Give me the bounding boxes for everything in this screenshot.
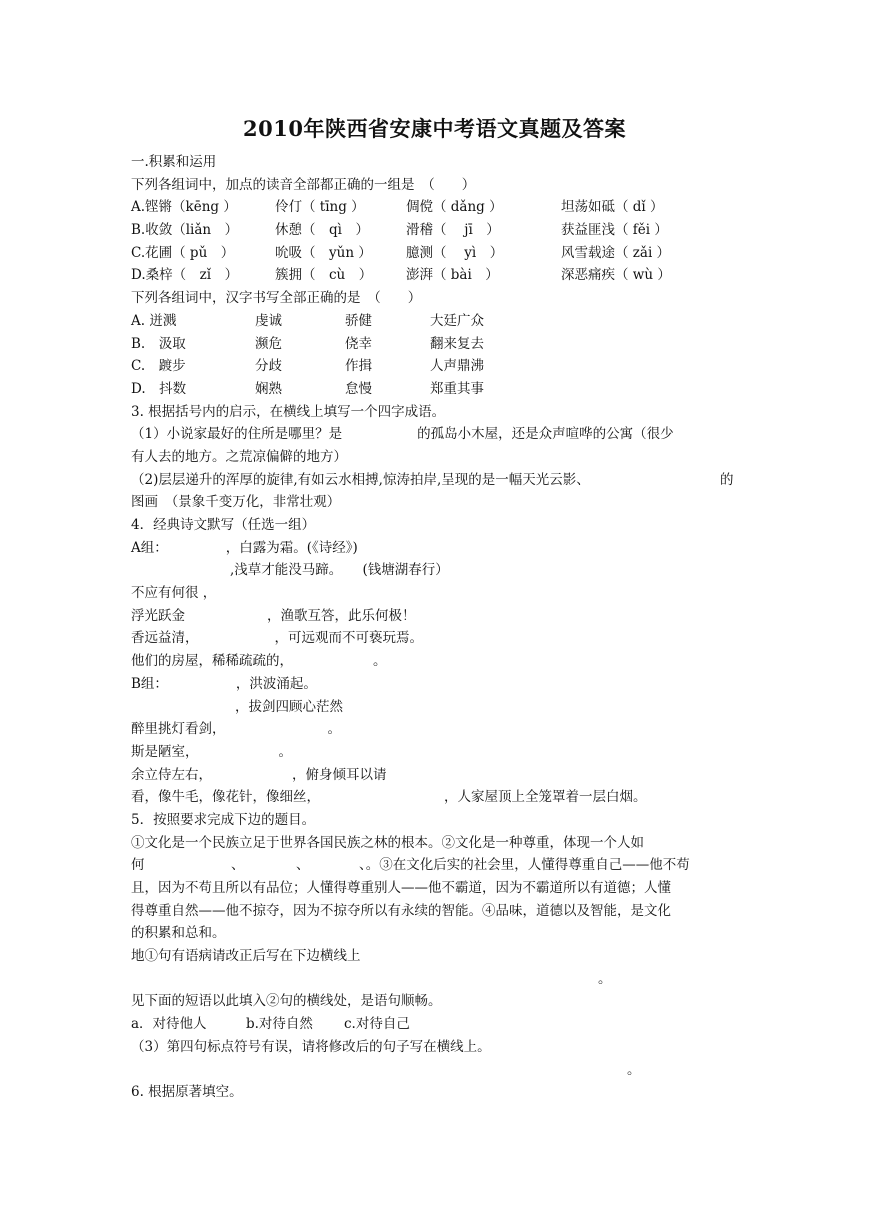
text: 。 [327, 721, 341, 738]
sub-question-1: 地①句有语病请改正后写在下边横线上 [131, 948, 361, 965]
option-cell: 倜傥（ dǎng ） [406, 199, 503, 216]
option-cell: 翻来复去 [430, 335, 484, 352]
text: 余立侍左右， [131, 766, 212, 783]
question-3-stem: 3. 根据括号内的启示，在横线上填写一个四字成语。 [131, 403, 446, 420]
text: ,浅草才能没马蹄。 (钱塘湖春行） [230, 562, 449, 579]
option-cell: C. 踱步 [131, 358, 186, 375]
option-cell: 侥幸 [345, 335, 372, 352]
option-cell: 分歧 [255, 358, 282, 375]
text: 香远益清， [131, 630, 199, 647]
text: 醉里挑灯看剑， [131, 721, 226, 738]
group-label: A组： [131, 539, 168, 556]
group-a-line-6 [131, 650, 741, 673]
option-cell: 濒危 [255, 335, 282, 352]
option-cell: 深恶痛疾（ wù ） [561, 267, 671, 284]
option-cell: B. 汲取 [131, 335, 186, 352]
exam-page [131, 151, 741, 1104]
option-cell: 作揖 [345, 358, 372, 375]
passage-line-3: 且，因为不苟且所以有品位；人懂得尊重别人——他不霸道，因为不霸道所以有道德；人懂 [131, 880, 671, 896]
option-cell: 大廷广众 [430, 312, 484, 329]
question-4-stem: 4．经典诗文默写（任选一组） [131, 517, 316, 533]
question-3-part1-cont: 有人去的地方。之荒凉偏僻的地方） [131, 448, 347, 465]
text: 的孤岛小木屋，还是众声喧哗的公寓（很少 [417, 426, 674, 443]
sub-question-2: 见下面的短语以此填入②句的横线处，是语句顺畅。 [131, 993, 442, 1010]
text: 。 [373, 653, 387, 670]
text: 、 [231, 857, 245, 874]
question-1-option-b [131, 219, 741, 242]
question-3-part2-cont: 图画 （景象千变万化，非常壮观） [131, 494, 341, 511]
group-a-line-3: 不应有何很 ， [131, 585, 217, 602]
text: ，拔剑四顾心茫然 [235, 698, 343, 715]
question-1-option-d [131, 264, 741, 287]
group-b-line-4 [131, 741, 741, 764]
option-cell: 滑稽（ jī ） [406, 222, 500, 239]
question-3-part1 [131, 423, 741, 446]
option-cell: 娴熟 [255, 380, 282, 397]
option-cell: A.铿锵（kēng ） [131, 199, 237, 216]
group-b-line-5 [131, 764, 741, 787]
answer-line-1[interactable] [131, 968, 741, 991]
passage-line-5: 的积累和总和。 [131, 925, 226, 942]
sub-question-3: （3）第四句标点符号有误，请将修改后的句子写在横线上。 [131, 1038, 491, 1055]
option-cell: D. 抖数 [131, 380, 187, 397]
option-cell: 人声鼎沸 [430, 358, 484, 375]
option-cell: 休憩（ qì ） [275, 222, 369, 239]
group-a-line-4 [131, 605, 741, 628]
section-heading: 一.积累和运用 [131, 154, 217, 170]
option-cell: 郑重其事 [430, 380, 484, 397]
group-b-line-6 [131, 786, 741, 809]
passage-line-1: ①文化是一个民族立足于世界各国民族之林的根本。②文化是一种尊重，体现一个人如 [131, 834, 644, 851]
group-a-line-5 [131, 627, 741, 650]
question-5-stem: 5．按照要求完成下边的题目。 [131, 811, 316, 828]
text: 他们的房屋，稀稀疏疏的， [131, 653, 293, 670]
text: （2)层层递升的浑厚的旋律,有如云水相搏,惊涛拍岸,呈现的是一幅天光云影、 [131, 471, 590, 488]
group-b-line-2 [131, 696, 741, 719]
question-2-option-c [131, 355, 741, 378]
option-cell: A. 迸溅 [131, 312, 177, 329]
option-b: b.对待自然 [246, 1016, 313, 1033]
option-cell: 获益匪浅（ fěi ） [561, 222, 668, 239]
text: 。 [627, 1061, 641, 1078]
text: 斯是陋室， [131, 743, 199, 760]
text: ，俯身倾耳以请 [292, 766, 387, 783]
text: 。 [278, 743, 292, 760]
question-3-part2 [131, 469, 741, 492]
group-b-line-3 [131, 718, 741, 741]
option-cell: 吮吸（ yǔn ） [275, 244, 372, 261]
question-6-stem: 6. 根据原著填空。 [131, 1084, 243, 1101]
passage-line-2 [131, 854, 741, 877]
question-1-stem: 下列各组词中，加点的读音全部都正确的一组是 （ ） [131, 176, 476, 193]
question-1-option-c [131, 242, 741, 265]
option-cell: 怠慢 [345, 380, 372, 397]
text: 。 [598, 970, 612, 987]
text: 浮光跃金 [131, 607, 185, 624]
option-cell: B.收敛（liǎn ） [131, 222, 239, 239]
option-cell: C.花圃（ pǔ ） [131, 244, 235, 261]
text: 何 [131, 857, 145, 874]
text: ，白露为霜。(《诗经》) [225, 539, 358, 556]
text: 的 [720, 471, 734, 488]
group-a-line-1 [131, 537, 741, 560]
option-cell: 簇拥（ cù ） [275, 267, 373, 284]
passage-line-4: 得尊重自然——他不掠夺，因为不掠夺所以有永续的智能。④品味，道德以及智能，是文化 [131, 902, 671, 919]
text: （1）小说家最好的住所是哪里？是 [131, 426, 343, 443]
option-cell: 风雪载途（ zǎi ） [561, 244, 671, 261]
option-cell: 伶仃（ tīng ） [275, 199, 365, 216]
text: 看，像牛毛，像花针，像细丝， [131, 789, 320, 806]
document-title: 2010年陕西省安康中考语文真题及答案 [243, 116, 626, 141]
option-cell: 坦荡如砥（ dǐ ） [561, 199, 664, 216]
option-cell: 骄健 [345, 312, 372, 329]
question-2-stem: 下列各组词中，汉字书写全部正确的是 （ ） [131, 290, 422, 307]
text: 、。③在文化后实的社会里，人懂得尊重自己——他不苟 [359, 857, 690, 874]
option-a: a．对待他人 [131, 1016, 207, 1033]
option-c: c.对待自己 [344, 1016, 410, 1033]
group-label: B组： [131, 675, 168, 692]
option-cell: 澎湃（ bài ） [406, 267, 499, 284]
group-b-line-1 [131, 673, 741, 696]
question-1-option-a [131, 196, 741, 219]
option-cell: 虔诚 [255, 312, 282, 329]
option-cell: D.桑梓（ zǐ ） [131, 267, 239, 284]
answer-line-3[interactable] [131, 1059, 741, 1082]
question-2-option-d [131, 378, 741, 401]
group-a-line-2 [131, 559, 741, 582]
text: ，洪波涌起。 [235, 675, 317, 692]
text: 、 [296, 857, 310, 874]
question-2-option-b [131, 333, 741, 356]
option-cell: 臆测（ yì ） [406, 244, 504, 261]
sub-question-2-options [131, 1013, 741, 1036]
question-2-option-a [131, 310, 741, 333]
text: ，渔歌互答，此乐何极！ [267, 607, 416, 624]
text: ，可远观而不可亵玩焉。 [274, 630, 423, 647]
text: ，人家屋顶上全笼罩着一层白烟。 [444, 789, 647, 806]
